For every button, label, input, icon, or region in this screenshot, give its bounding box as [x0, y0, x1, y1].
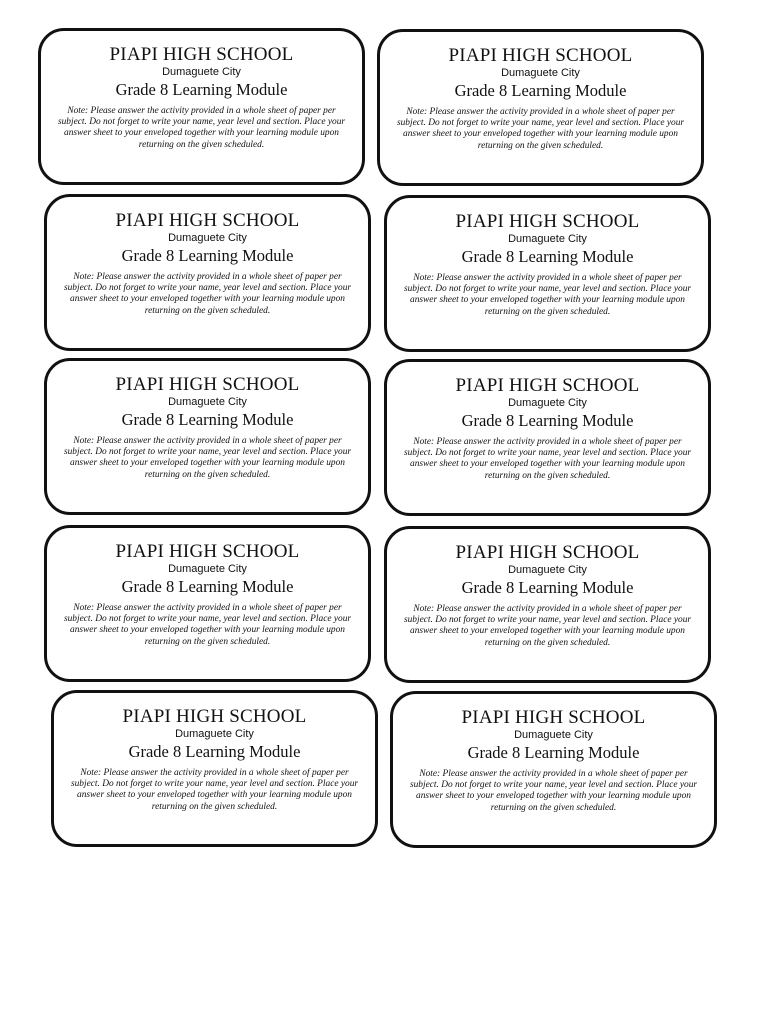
module-note: Note: Please answer the activity provided in a whole sheet of paper per subject. Do not forget to write your name, year level and section. Place your answer sheet to your enveloped together with your learning module upon returning on the given scheduled.	[63, 436, 352, 480]
module-title: Grade 8 Learning Module	[467, 743, 640, 762]
module-label-6	[384, 359, 711, 516]
module-title: Grade 8 Learning Module	[128, 742, 301, 761]
school-city: Dumaguete City	[514, 729, 593, 741]
school-city: Dumaguete City	[168, 396, 247, 408]
module-label-5	[44, 358, 371, 515]
module-label-7	[44, 525, 371, 682]
school-name: PIAPI HIGH SCHOOL	[448, 45, 633, 66]
school-name: PIAPI HIGH SCHOOL	[455, 542, 640, 563]
school-name: PIAPI HIGH SCHOOL	[115, 374, 300, 395]
school-city: Dumaguete City	[168, 232, 247, 244]
module-title: Grade 8 Learning Module	[461, 411, 634, 430]
module-note: Note: Please answer the activity provided in a whole sheet of paper per subject. Do not forget to write your name, year level and section. Place your answer sheet to your enveloped together with your learning module upon returning on the given scheduled.	[396, 107, 685, 151]
module-title: Grade 8 Learning Module	[121, 577, 294, 596]
page-blank-area	[0, 860, 768, 1024]
school-name: PIAPI HIGH SCHOOL	[461, 707, 646, 728]
school-name: PIAPI HIGH SCHOOL	[115, 541, 300, 562]
school-name: PIAPI HIGH SCHOOL	[109, 44, 294, 65]
module-label-10	[390, 691, 717, 848]
school-city: Dumaguete City	[168, 563, 247, 575]
module-note: Note: Please answer the activity provided in a whole sheet of paper per subject. Do not forget to write your name, year level and section. Place your answer sheet to your enveloped together with your learning module upon returning on the given scheduled.	[63, 603, 352, 647]
school-city: Dumaguete City	[508, 397, 587, 409]
school-name: PIAPI HIGH SCHOOL	[115, 210, 300, 231]
school-city: Dumaguete City	[162, 66, 241, 78]
module-title: Grade 8 Learning Module	[121, 410, 294, 429]
module-label-9	[51, 690, 378, 847]
module-note: Note: Please answer the activity provided in a whole sheet of paper per subject. Do not forget to write your name, year level and section. Place your answer sheet to your enveloped together with your learning module upon returning on the given scheduled.	[403, 437, 692, 481]
module-label-3	[44, 194, 371, 351]
module-title: Grade 8 Learning Module	[461, 247, 634, 266]
school-city: Dumaguete City	[175, 728, 254, 740]
module-note: Note: Please answer the activity provided in a whole sheet of paper per subject. Do not forget to write your name, year level and section. Place your answer sheet to your enveloped together with your learning module upon returning on the given scheduled.	[63, 272, 352, 316]
module-note: Note: Please answer the activity provided in a whole sheet of paper per subject. Do not forget to write your name, year level and section. Place your answer sheet to your enveloped together with your learning module upon returning on the given scheduled.	[409, 769, 698, 813]
module-note: Note: Please answer the activity provided in a whole sheet of paper per subject. Do not forget to write your name, year level and section. Place your answer sheet to your enveloped together with your learning module upon returning on the given scheduled.	[403, 604, 692, 648]
module-label-8	[384, 526, 711, 683]
module-note: Note: Please answer the activity provided in a whole sheet of paper per subject. Do not forget to write your name, year level and section. Place your answer sheet to your enveloped together with your learning module upon returning on the given scheduled.	[70, 768, 359, 812]
module-title: Grade 8 Learning Module	[115, 80, 288, 99]
school-name: PIAPI HIGH SCHOOL	[122, 706, 307, 727]
school-city: Dumaguete City	[501, 67, 580, 79]
school-city: Dumaguete City	[508, 564, 587, 576]
module-title: Grade 8 Learning Module	[461, 578, 634, 597]
module-label-4	[384, 195, 711, 352]
module-note: Note: Please answer the activity provided in a whole sheet of paper per subject. Do not forget to write your name, year level and section. Place your answer sheet to your enveloped together with your learning module upon returning on the given scheduled.	[57, 106, 346, 150]
module-note: Note: Please answer the activity provided in a whole sheet of paper per subject. Do not forget to write your name, year level and section. Place your answer sheet to your enveloped together with your learning module upon returning on the given scheduled.	[403, 273, 692, 317]
school-city: Dumaguete City	[508, 233, 587, 245]
module-title: Grade 8 Learning Module	[454, 81, 627, 100]
module-label-2	[377, 29, 704, 186]
module-label-1	[38, 28, 365, 185]
school-name: PIAPI HIGH SCHOOL	[455, 211, 640, 232]
module-title: Grade 8 Learning Module	[121, 246, 294, 265]
school-name: PIAPI HIGH SCHOOL	[455, 375, 640, 396]
